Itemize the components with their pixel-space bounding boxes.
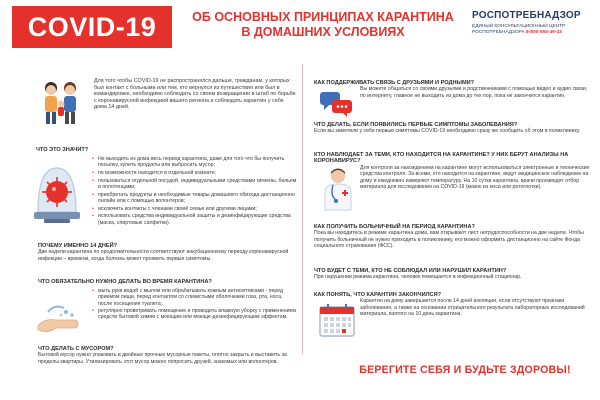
list-item: • мыть руки водой с мылом или обрабатывать кожным антисептиками - перед приемом пищи, перед контактом со слизистыми оболочками глаз, рта, носа, после посещения туалета; — [92, 288, 298, 307]
why-text: Две недели карантина по продолжительности соответствуют инкубационному периоду коронавирусной инфекции – времени, когда болезнь может проявить первые симптомы. — [38, 249, 289, 262]
list-item: • использовать средства индивидуальной защиты и дезинфицирующие средства (маска, спиртовые салфетки). — [92, 213, 298, 226]
quarantine-end-block — [314, 292, 594, 318]
closing-slogan: БЕРЕГИТЕ СЕБЯ И БУДЬТЕ ЗДОРОВЫ! — [359, 364, 571, 376]
family-icon — [36, 76, 86, 126]
intro-text: Для того чтобы COVID-19 не распространялся дальше, гражданам, у которых был контакт с больными или тем, кто вернулся из путешествия или был в командировке, необходимо соблюдать со своем возвращении в штаб по борьбе с коронавирусной инфекцией вашего региона и соблюдать карантин у себя дома 14 дней. — [94, 78, 296, 111]
chat-icon — [318, 90, 354, 118]
org-subtitle — [472, 24, 598, 36]
doctor-icon — [320, 166, 356, 212]
list-item: • исключить контакты с членами своей семьи или другими лицами; — [92, 206, 298, 212]
violation-text: При нарушении режима карантина, человек помещается в инфекционный стационар. — [314, 274, 522, 281]
must-heading: ЧТО ОБЯЗАТЕЛЬНО НУЖНО ДЕЛАТЬ ВО ВРЕМЯ КАРАНТИНА? — [38, 279, 212, 285]
why-14-days-block — [38, 243, 300, 262]
list-item: • приобретать продукты и необходимые товары домашнего обихода дистанционно онлайн или с помощью волонтеров; — [92, 192, 298, 205]
friends-text: Вы можете общаться со своими друзьями и родственниками с помощью видео и аудио связи, по интернету, главное не выходить из дома до тех пор, пока не закончится карантин. — [360, 86, 588, 99]
quarantine-end-heading: КАК ПОНЯТЬ, ЧТО КАРАНТИН ЗАКОНЧИЛСЯ? — [314, 292, 442, 298]
violation-heading: ЧТО БУДЕТ С ТЕМИ, КТО НЕ СОБЛЮДАЛ ИЛИ НАРУШИЛ КАРАНТИН? — [314, 268, 507, 274]
org-block — [472, 10, 598, 36]
violation-block — [314, 268, 594, 281]
friends-block — [314, 80, 594, 99]
must-list — [92, 288, 298, 322]
observe-text: Для контроля за нахождением на карантине могут использоваться электронные и технические средства контроля. За всеми, кто находится на карантине, ведут медицинское наблюдение на дому и ежедневно измеряют температуру. На 10 сутки карантина, врачи производят отбор материала для исследования на COVID-19 (мазок из носа или ротоглотки). — [360, 164, 590, 191]
what-heading: ЧТО ЭТО ЗНАЧИТ? — [36, 147, 89, 153]
org-line-1: ЕДИНЫЙ КОНСУЛЬТАЦИОННЫЙ ЦЕНТР — [472, 24, 566, 29]
hand-washing-icon — [34, 300, 86, 336]
list-item: • пользоваться отдельной посудой, индивидуальными средствами гигиены, бельем и полотенцами; — [92, 178, 298, 191]
why-heading: ПОЧЕМУ ИМЕННО 14 ДНЕЙ? — [38, 243, 118, 249]
org-name: РОСПОТРЕБНАДЗОР — [472, 10, 581, 21]
symptoms-block — [314, 122, 594, 135]
trash-text: Бытовой мусор нужно упаковать в двойные прочные мусорные пакеты, плотно закрыть и выставить за пределы квартиры. Утилизировать этот мусор можно попросить друзей, знакомых или волонтеров. — [38, 352, 287, 365]
symptoms-heading: ЧТО ДЕЛАТЬ, ЕСЛИ ПОЯВИЛИСЬ ПЕРВЫЕ СИМПТОМЫ ЗАБОЛЕВАНИЯ? — [314, 122, 518, 128]
what-list — [92, 156, 298, 227]
calendar-icon — [318, 302, 356, 338]
symptoms-text: Если вы заметили у себя первые симптомы COVID-19 необходимо сразу же сообщить об этом в поликлинику. — [314, 128, 581, 135]
page-title — [178, 10, 468, 40]
title-line-2: В ДОМАШНИХ УСЛОВИЯХ — [241, 25, 405, 39]
observe-heading: КТО НАБЛЮДАЕТ ЗА ТЕМИ, КТО НАХОДИТСЯ НА КАРАНТИНЕ? У НИХ БЕРУТ АНАЛИЗЫ НА КОРОНАВИРУС? — [314, 152, 569, 165]
virus-under-dome-icon — [30, 160, 84, 226]
trash-block — [38, 346, 300, 365]
title-line-1: ОБ ОСНОВНЫХ ПРИНЦИПАХ КАРАНТИНА — [192, 10, 454, 24]
list-item: • по возможности находится в отдельной комнате; — [92, 170, 298, 176]
org-line-2-text: РОСПОТРЕБНАДЗОРА — [472, 30, 525, 36]
column-divider — [302, 64, 303, 354]
list-item: • Не выходить из дома весь период карантина, даже для того что бы получить посылку, купить продукты или выбросить мусор; — [92, 156, 298, 169]
quarantine-end-text: Карантин на дому завершается после 14 дней изоляции, если отсутствуют признаки заболевания, а также на основании отрицательного результата лабораторных исследований материала, взятого на 10 день карантина. — [360, 298, 585, 318]
header — [0, 0, 600, 62]
trash-heading: ЧТО ДЕЛАТЬ С МУСОРОМ? — [38, 346, 114, 352]
friends-heading: КАК ПОДДЕРЖИВАТЬ СВЯЗЬ С ДРУЗЬЯМИ И РОДНЫМИ? — [314, 80, 475, 86]
org-line-2 — [472, 30, 598, 36]
sick-leave-text: Пока вы находитесь в режиме карантина дома, вам открывают лист нетрудоспособности на две недели. Чтобы получить больничный не нужно приходить в поликлинику, его можно оформить дистанционно на сайте Фонда социального страхования (ФСС). — [314, 230, 584, 250]
sick-leave-block — [314, 224, 594, 250]
list-item: • регулярно проветривать помещение и проводить влажную уборку с применением средств бытовой химии с моющим или моюще-дезинфицирующим эффектом. — [92, 308, 298, 321]
hotline-phone[interactable]: 8-800-555-49-43 — [526, 30, 562, 36]
covid-badge: COVID-19 — [12, 6, 172, 48]
sick-leave-heading: КАК ПОЛУЧИТЬ БОЛЬНИЧНЫЙ НА ПЕРИОД КАРАНТИНА? — [314, 224, 475, 230]
observe-block — [314, 152, 594, 190]
